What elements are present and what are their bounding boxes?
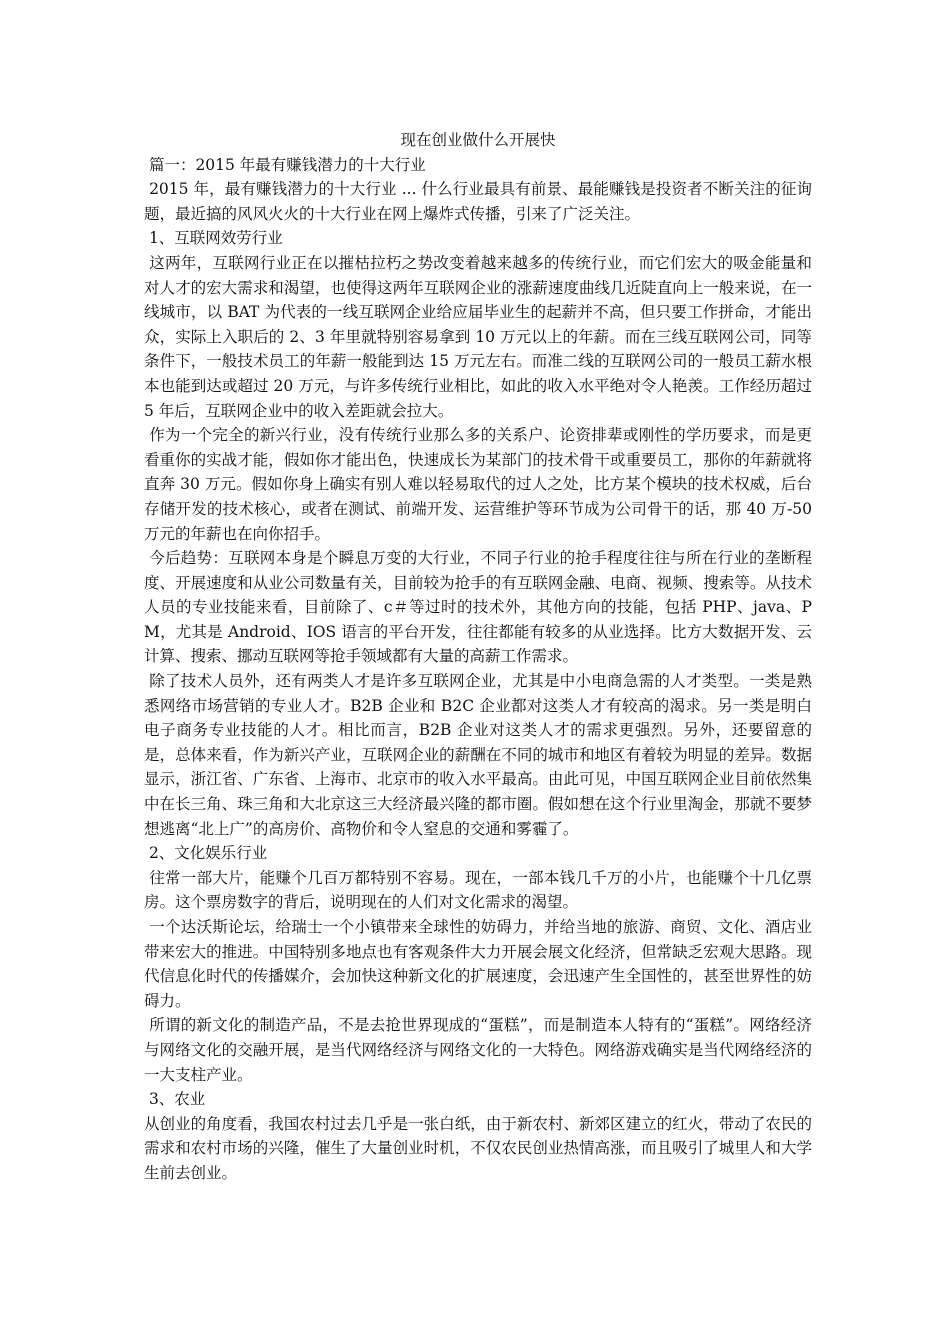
paragraph-internet-salary: 这两年，互联网行业正在以摧枯拉朽之势改变着越来越多的传统行业，而它们宏大的吸金能量和对人才的宏大需求和渴望，也使得这两年互联网企业的涨薪速度曲线几近陡直向上一般来说，在一线城市，以 BAT 为代表的一线互联网企业给应届毕业生的起薪并不高，但只要工作拼命，才能出众，实际上入职后的 2、3 年里就特别容易拿到 10 万元以上的年薪。而在三线互联网公司，同等条件下，一般技术员工的年薪一般能到达 15 万元左右。而准二线的互联网公司的一般员工薪水根本也能到达或超过 20 万元，与许多传统行业相比，如此的收入水平绝对令人艳羡。工作经历超过 5 年后，互联网企业中的收入差距就会拉大。 [144,253,817,420]
paragraph-culture-boxoffice: 往常一部大片，能赚个几百万都特别不容易。现在，一部本钱几千万的小片，也能赚个十几亿票房。这个票房数字的背后，说明现在的人们对文化需求的渴望。 [144,868,812,912]
paragraph-culture-davos: 一个达沃斯论坛，给瑞士一个小镇带来全球性的妨碍力，并给当地的旅游、商贸、文化、酒店业带来宏大的推进。中国特别多地点也有客观条件大力开展会展文化经济，但常缺乏宏观大思路。现代信息化时代的传播媒介，会加快这种新文化的扩展速度，会迅速产生全国性的，甚至世界性的妨碍力。 [144,918,812,1010]
paragraph-internet-talent: 除了技术人员外，还有两类人才是许多互联网企业，尤其是中小电商急需的人才类型。一类是熟悉网络市场营销的专业人才。B2B 企业和 B2C 企业都对这类人才有较高的渴求。另一类是明白电子商务专业技能的人才。相比而言，B2B 企业对这类人才的需求更强烈。另外，还要留意的是，总体来看，作为新兴产业，互联网企业的薪酬在不同的城市和地区有着较为明显的差异。数据显示，浙江省、广东省、上海市、北京市的收入水平最高。由此可见，中国互联网企业目前依然集中在长三角、珠三角和大北京这三大经济最兴隆的都市圈。假如想在这个行业里淘金，那就不要梦想逃离“北上广”的高房价、高物价和令人窒息的交通和雾霾了。 [144,672,812,838]
paragraph-intro: 2015 年，最有赚钱潜力的十大行业 ... 什么行业最具有前景、最能赚钱是投资者不断关注的征询题，最近搞的风风火火的十大行业在网上爆炸式传播，引来了广泛关注。 [144,180,812,223]
section-heading-chapter-1: 篇一：2015 年最有赚钱潜力的十大行业 [144,155,426,174]
section-heading-internet: 1、互联网效劳行业 [144,229,283,248]
paragraph-culture-network: 所谓的新文化的制造产品，不是去抢世界现成的“蛋糕”，而是制造本人特有的“蛋糕”。网络经济与网络文化的交融开展，是当代网络经济与网络文化的一大特色。网络游戏确实是当代网络经济的一大支柱产业。 [144,1016,812,1084]
document-body [144,128,817,1186]
paragraph-agriculture: 从创业的角度看，我国农村过去几乎是一张白纸，由于新农村、新郊区建立的红火，带动了农民的需求和农村市场的兴隆，催生了大量创业时机，不仅农民创业热情高涨，而且吸引了城里人和大学生前去创业。 [144,1114,812,1182]
paragraph-internet-career: 作为一个完全的新兴行业，没有传统行业那么多的关系户、论资排辈或刚性的学历要求，而是更看重你的实战才能，假如你才能出色，快速成长为某部门的技术骨干或重要员工，那你的年薪就将直奔 30 万元。假如你身上确实有别人难以轻易取代的过人之处，比方某个模块的技术权威，后台存储开发的技术核心，或者在测试、前端开发、运营维护等环节成为公司骨干的话，那 40 万-50 万元的年薪也在向你招手。 [144,426,817,543]
paragraph-internet-trend: 今后趋势：互联网本身是个瞬息万变的大行业，不同子行业的抢手程度往往与所在行业的垄断程度、开展速度和从业公司数量有关，目前较为抢手的有互联网金融、电商、视频、搜索等。从技术人员的专业技能来看，目前除了、c＃等过时的技术外，其他方向的技能，包括 PHP、java、PM，尤其是 Android、IOS 语言的平台开发，往往都能有较多的从业选择。比方大数据开发、云计算、搜索、挪动互联网等抢手领域都有大量的高薪工作需求。 [144,549,812,666]
section-heading-culture: 2、文化娱乐行业 [144,844,268,863]
section-heading-agriculture: 3、农业 [144,1090,206,1109]
document-title: 现在创业做什么开展快 [400,131,556,149]
